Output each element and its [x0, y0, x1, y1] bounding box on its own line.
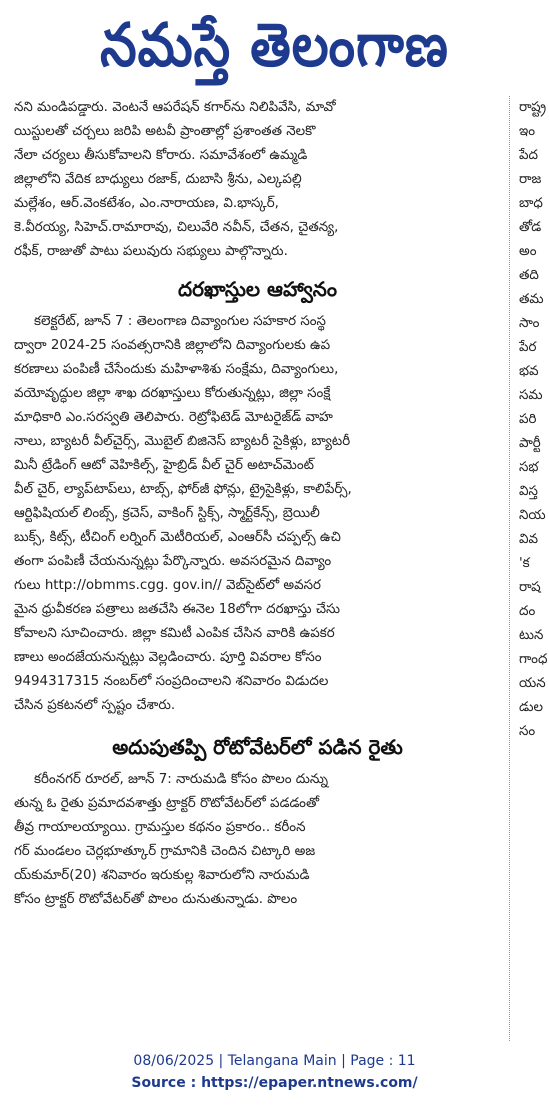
fragment-line: సాం [519, 316, 540, 331]
fragment-line: సం [519, 724, 536, 739]
fragment-line: విస్త [519, 484, 538, 499]
fragment-line: నియ [519, 508, 546, 523]
fragment-line: టున [519, 628, 544, 643]
fragment-line: సభ [519, 460, 539, 475]
fragment-line: వివ [519, 532, 539, 547]
edition-dateline: 08/06/2025 | Telangana Main | Page : 11 [133, 1053, 416, 1069]
fragment-line: తమ [519, 292, 544, 307]
fragment-line: పార్టీ [519, 436, 541, 451]
fragment-line: రాజ [519, 172, 542, 187]
article-headline: అదుపుతప్పి రోటోవేటర్‌లో పడిన రైతు [112, 735, 403, 759]
fragment-line: బాధ [519, 196, 543, 211]
fragment-line: 'క [519, 556, 530, 571]
column-divider [509, 96, 510, 1041]
fragment-line: భవ [519, 364, 539, 379]
fragment-line: పరి [519, 412, 537, 427]
article-continuation-text: నని మండిపడ్డారు. వెంటనే ఆపరేషన్ కగార్‌ను నిలిపివేసి, మావో యిస్టులతో చర్చలు జరిపి అటవీ ప్రాంతాల్లో ప్రశాంతత నెలకొ నేలా చర్యలు తీసుకోవాలని కోరారు. సమావేశంలో ఉమ్మడి జిల్లాలోని వేదిక బాధ్యులు రజాక్, దుబాసి శ్రీను, ఎల్కపల్లి మల్లేశం, ఆర్.వెంకటేశం, ఎం.నారాయణ, వి.భాస్కర్, కె.వీరయ్య, సిహెచ్.రామారావు, చిలువేరి నవీన్, చేతన, చైతన్య, రఫీక్, రాజుతో పాటు పలువురు సభ్యులు పాల్గొన్నారు. [14, 100, 339, 259]
page-footer [0, 1050, 549, 1110]
fragment-line: తోడ [519, 220, 542, 235]
fragment-line: దం [519, 604, 536, 619]
fragment-line: సమ [519, 388, 543, 403]
main-column [14, 96, 501, 1041]
fragment-line: రాష [519, 580, 541, 595]
adjacent-column-fragment [519, 96, 549, 1041]
source-link[interactable]: Source : https://epaper.ntnews.com/ [131, 1075, 418, 1091]
article-body: కలెక్టరేట్, జూన్ 7 : తెలంగాణ దివ్యాంగుల సహకార సంస్థ ద్వారా 2024-25 సంవత్సరానికి జిల్లాలోని దివ్యాంగులకు ఉప కరణాలు పంపిణీ చేసేందుకు మహిళాశిశు సంక్షేమ, దివ్యాంగులు, వయోవృద్ధుల జిల్లా శాఖ దరఖాస్తులు కోరుతున్నట్లు, జిల్లా సంక్షే మాధికారి ఎం.సరస్వతి తెలిపారు. రెట్రోఫిటెడ్ మోటరైజ్‌డ్ వాహ నాలు, బ్యాటరీ వీల్‌చైర్స్, మొబైల్ బిజినెస్ బ్యాటరీ సైకిళ్లు, బ్యాటరీ మినీ ట్రేడింగ్ ఆటో వెహికిల్స్, హైబ్రిడ్ వీల్ చైర్ అటాచ్‌మెంట్ వీల్ చైర్, ల్యాప్‌టాప్‌లు, టాబ్స్, ఫోర్‌జీ ఫోన్లు, ట్రైసైకిళ్లు, కాలిపేర్స్, ఆర్టిఫిషియల్ లింబ్స్, క్రచెస్, వాకింగ్ స్టిక్స్, స్మార్ట్‌కేన్స్, బ్రెయిలీ బుక్స్, కిట్స్, టీచింగ్ లర్నింగ్ మెటీరియల్, ఎంఆర్‌సీ చప్పల్స్ ఉచి తంగా పంపిణీ చేయనున్నట్లు పేర్కొన్నారు. అవసరమైన దివ్యాం గులు http://obmms.cgg. gov.in// వెబ్‌సైట్‌లో అవసర మైన ధ్రువీకరణ పత్రాలు జతచేసి ఈనెల 18లోగా దరఖాస్తు చేసు కోవాలని సూచించారు. జిల్లా కమిటీ ఎంపిక చేసిన వారికి ఉపకర ణాలు అందజేయనున్నట్లు వెల్లడించారు. పూర్తి వివరాల కోసం 9494317315 నంబర్‌లో సంప్రదించాలని శనివారం విడుదల చేసిన ప్రకటనలో స్పష్టం చేశారు. [14, 314, 352, 713]
fragment-line: యన [519, 676, 546, 691]
article-headline: దరఖాస్తుల ఆహ్వానం [178, 277, 337, 301]
fragment-line: రాష్ట్ర [519, 100, 547, 115]
fragment-line: పేర [519, 340, 537, 355]
fragment-line: అం [519, 244, 537, 259]
fragment-line: డుల [519, 700, 544, 715]
article-body: కరీంనగర్ రూరల్, జూన్ 7: నారుమడి కోసం పొలం దున్ను తున్న ఓ రైతు ప్రమాదవశాత్తు ట్రాక్టర్ రొటోవేటర్‌లో పడడంతో తీవ్ర గాయాలయ్యాయి. గ్రామస్తుల కథనం ప్రకారం.. కరీంన గర్ మండలం చెర్లభూత్కూర్ గ్రామానికి చెందిన చిట్కారి అజ య్‌కుమార్(20) శనివారం ఇరుకుల్ల శివారులోని నారుమడి కోసం ట్రాక్టర్ రొటోవేటర్‌తో పొలం దునుతున్నాడు. పొలం [14, 772, 328, 907]
fragment-line: గాంధ [519, 652, 548, 667]
newspaper-logo: నమస్తే తెలంగాణ [100, 11, 449, 81]
fragment-line: తది [519, 268, 539, 283]
fragment-line: పేద [519, 148, 538, 163]
fragment-line: ఇం [519, 124, 536, 139]
masthead [0, 0, 549, 92]
